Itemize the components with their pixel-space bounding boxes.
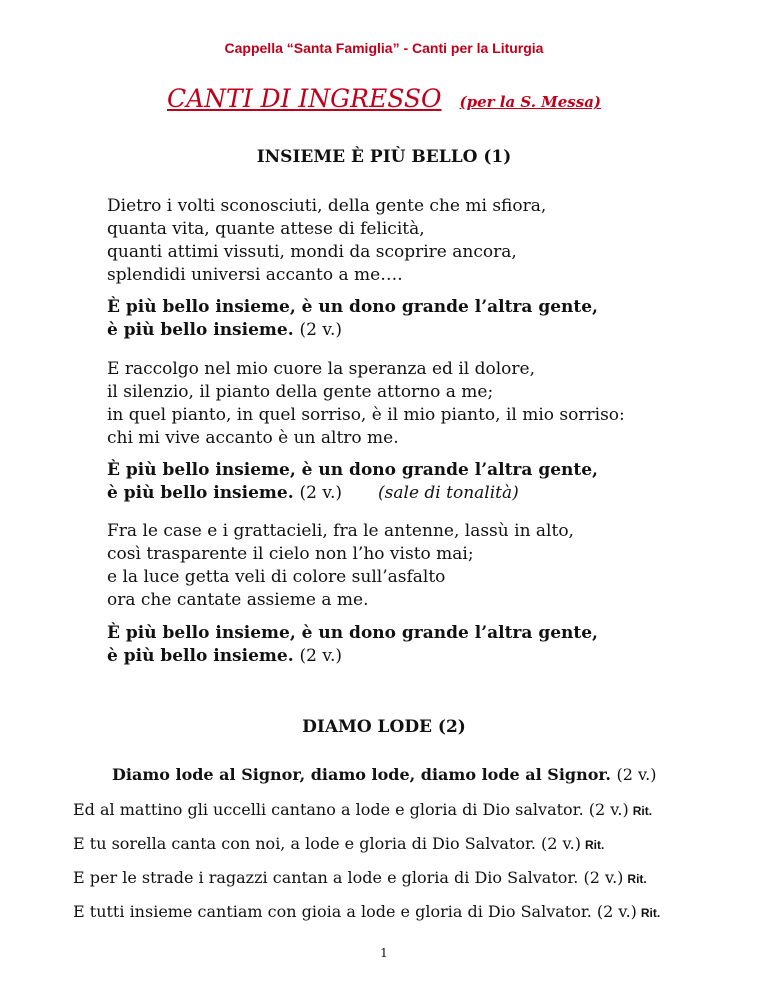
verse-line: ora che cantate assieme a me. [107, 590, 369, 610]
verse-line: quanti attimi vissuti, mondi da scoprire ancora, [107, 242, 517, 262]
verse-line: E raccolgo nel mio cuore la speranza ed il dolore, [107, 359, 536, 379]
rit-marker: Rit. [632, 804, 653, 818]
key-change-note: (sale di tonalità) [378, 483, 519, 503]
section-title-main: CANTI DI INGRESSO [166, 84, 442, 113]
line-text: E tu sorella canta con noi, a lode e gloria di Dio Salvator. (2 v.) [73, 834, 581, 853]
song2-line [73, 902, 660, 921]
line-text: E tutti insieme cantiam con gioia a lode e gloria di Dio Salvator. (2 v.) [73, 902, 637, 921]
song2-refrain [112, 765, 657, 784]
song1-chorus3 [107, 622, 598, 668]
verse-line: Fra le case e i grattacieli, fra le antenne, lassù in alto, [107, 521, 574, 541]
song1-chorus1 [107, 296, 598, 342]
song-title-diamo-lode: DIAMO LODE (2) [302, 717, 466, 737]
line-text: Ed al mattino gli uccelli cantano a lode e gloria di Dio salvator. (2 v.) [73, 800, 629, 819]
repeat-marker: (2 v.) [299, 646, 343, 666]
verse-line: quanta vita, quante attese di felicità, [107, 219, 425, 239]
rit-marker: Rit. [640, 906, 661, 920]
song1-verse3 [107, 520, 574, 612]
song1-verse2 [107, 358, 625, 450]
rit-marker: Rit. [627, 872, 647, 886]
verse-line: e la luce getta veli di colore sull’asfalto [107, 567, 446, 587]
song2-line [73, 800, 652, 819]
section-title [0, 84, 768, 113]
chorus-line: è più bello insieme. [107, 646, 294, 666]
chorus-line: È più bello insieme, è un dono grande l’altra gente, [107, 623, 598, 643]
song2-line [73, 834, 604, 853]
repeat-marker: (2 v.) [299, 320, 343, 340]
rit-marker: Rit. [585, 838, 605, 852]
page-header: Cappella “Santa Famiglia” - Canti per la Liturgia [224, 40, 544, 56]
song1-verse1 [107, 195, 546, 287]
song1-chorus2 [107, 459, 598, 505]
verse-line: così trasparente il cielo non l’ho visto mai; [107, 544, 474, 564]
song2-line [73, 868, 647, 887]
repeat-marker: (2 v.) [299, 483, 343, 503]
verse-line: splendidi universi accanto a me…. [107, 265, 403, 285]
section-title-sub: (per la S. Messa) [459, 93, 602, 111]
refrain-text: Diamo lode al Signor, diamo lode, diamo lode al Signor. [112, 765, 611, 784]
chorus-line: è più bello insieme. [107, 483, 294, 503]
verse-line: Dietro i volti sconosciuti, della gente che mi sfiora, [107, 196, 547, 216]
verse-line: in quel pianto, in quel sorriso, è il mio pianto, il mio sorriso: [107, 405, 625, 425]
song-title-insieme: INSIEME È PIÙ BELLO (1) [256, 147, 512, 167]
repeat-marker: (2 v.) [616, 765, 657, 784]
chorus-line: È più bello insieme, è un dono grande l’altra gente, [107, 460, 598, 480]
line-text: E per le strade i ragazzi cantan a lode e gloria di Dio Salvator. (2 v.) [73, 868, 624, 887]
verse-line: chi mi vive accanto è un altro me. [107, 428, 399, 448]
chorus-line: È più bello insieme, è un dono grande l’altra gente, [107, 297, 598, 317]
page-number: 1 [380, 946, 388, 960]
chorus-line: è più bello insieme. [107, 320, 294, 340]
verse-line: il silenzio, il pianto della gente attorno a me; [107, 382, 494, 402]
